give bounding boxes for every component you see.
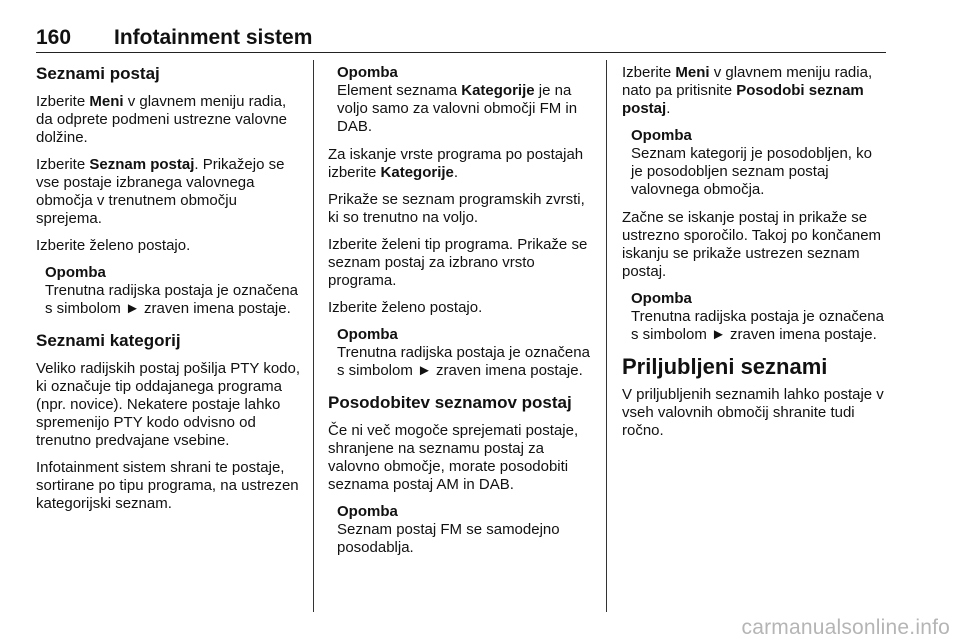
column-divider-1 xyxy=(313,60,314,612)
paragraph: Infotainment sistem shrani te postaje, sortirane po tipu programa, na ustrezen kategorijski seznam. xyxy=(36,459,299,512)
paragraph: Začne se iskanje postaj in prikaže se ustrezno sporočilo. Takoj po končanem iskanju se prikaže ustrezen seznam postaj. xyxy=(622,209,882,280)
column-divider-2 xyxy=(606,60,607,612)
note-box xyxy=(45,264,301,318)
note-title: Opomba xyxy=(631,290,692,307)
note-title: Opomba xyxy=(337,64,398,81)
paragraph: Prikaže se seznam programskih zvrsti, ki so trenutno na voljo. xyxy=(328,191,585,226)
heading-favourite-lists: Priljubljeni seznami xyxy=(622,354,828,379)
paragraph: Za iskanje vrste programa po postajah izberite Kategorije. xyxy=(328,146,584,181)
note-text: Element seznama Kategorije je na voljo samo za valovni območji FM in DAB. xyxy=(337,82,578,135)
page-header xyxy=(36,26,886,53)
paragraph: Če ni več mogoče sprejemati postaje, shranjene na seznamu postaj za valovno območje, morate posodobiti seznama postaj AM in DAB. xyxy=(328,422,579,493)
note-text: Seznam kategorij je posodobljen, ko je posodobljen seznam postaj valovnega območja. xyxy=(631,145,872,198)
note-text: Trenutna radijska postaja je označena s simbolom ► zraven imena postaje. xyxy=(631,308,884,343)
paragraph: Izberite želeno postajo. xyxy=(36,237,191,254)
paragraph: Izberite želeni tip programa. Prikaže se seznam postaj za izbrano vrsto programa. xyxy=(328,236,588,289)
note-box xyxy=(337,326,593,380)
note-title: Opomba xyxy=(337,326,398,343)
column-3 xyxy=(622,64,887,449)
heading-update-station-lists: Posodobitev seznamov postaj xyxy=(328,393,572,412)
note-box xyxy=(337,503,593,557)
paragraph: Izberite Meni v glavnem meniju radia, da odprete podmeni ustrezne valovne dolžine. xyxy=(36,93,288,146)
column-1 xyxy=(36,64,301,522)
paragraph: Izberite Seznam postaj. Prikažejo se vse postaje izbranega valovnega območja v trenutnem območju sprejema. xyxy=(36,156,285,227)
note-title: Opomba xyxy=(45,264,106,281)
paragraph: Izberite Meni v glavnem meniju radia, nato pa pritisnite Posodobi seznam postaj. xyxy=(622,64,873,117)
watermark: carmanualsonline.info xyxy=(741,616,950,639)
column-2 xyxy=(328,64,593,567)
chapter-title: Infotainment sistem xyxy=(114,26,313,49)
page-number: 160 xyxy=(36,26,72,49)
note-title: Opomba xyxy=(631,127,692,144)
paragraph: V priljubljenih seznamih lahko postaje v vseh valovnih območij shranite tudi ročno. xyxy=(622,386,884,439)
heading-station-lists: Seznami postaj xyxy=(36,64,160,83)
paragraph: Veliko radijskih postaj pošilja PTY kodo, ki označuje tip oddajanega programa (npr. novice). Nekatere postaje lahko spremenijo PTY kodo odvisno od trenutno predvajane vsebine. xyxy=(36,360,301,449)
heading-category-lists: Seznami kategorij xyxy=(36,331,181,350)
note-text: Trenutna radijska postaja je označena s simbolom ► zraven imena postaje. xyxy=(45,282,298,317)
note-text: Trenutna radijska postaja je označena s simbolom ► zraven imena postaje. xyxy=(337,344,590,379)
note-text: Seznam postaj FM se samodejno posodablja. xyxy=(337,521,560,556)
note-box xyxy=(337,64,593,136)
paragraph: Izberite želeno postajo. xyxy=(328,299,483,316)
note-box xyxy=(631,290,887,344)
note-box xyxy=(631,127,887,199)
note-title: Opomba xyxy=(337,503,398,520)
